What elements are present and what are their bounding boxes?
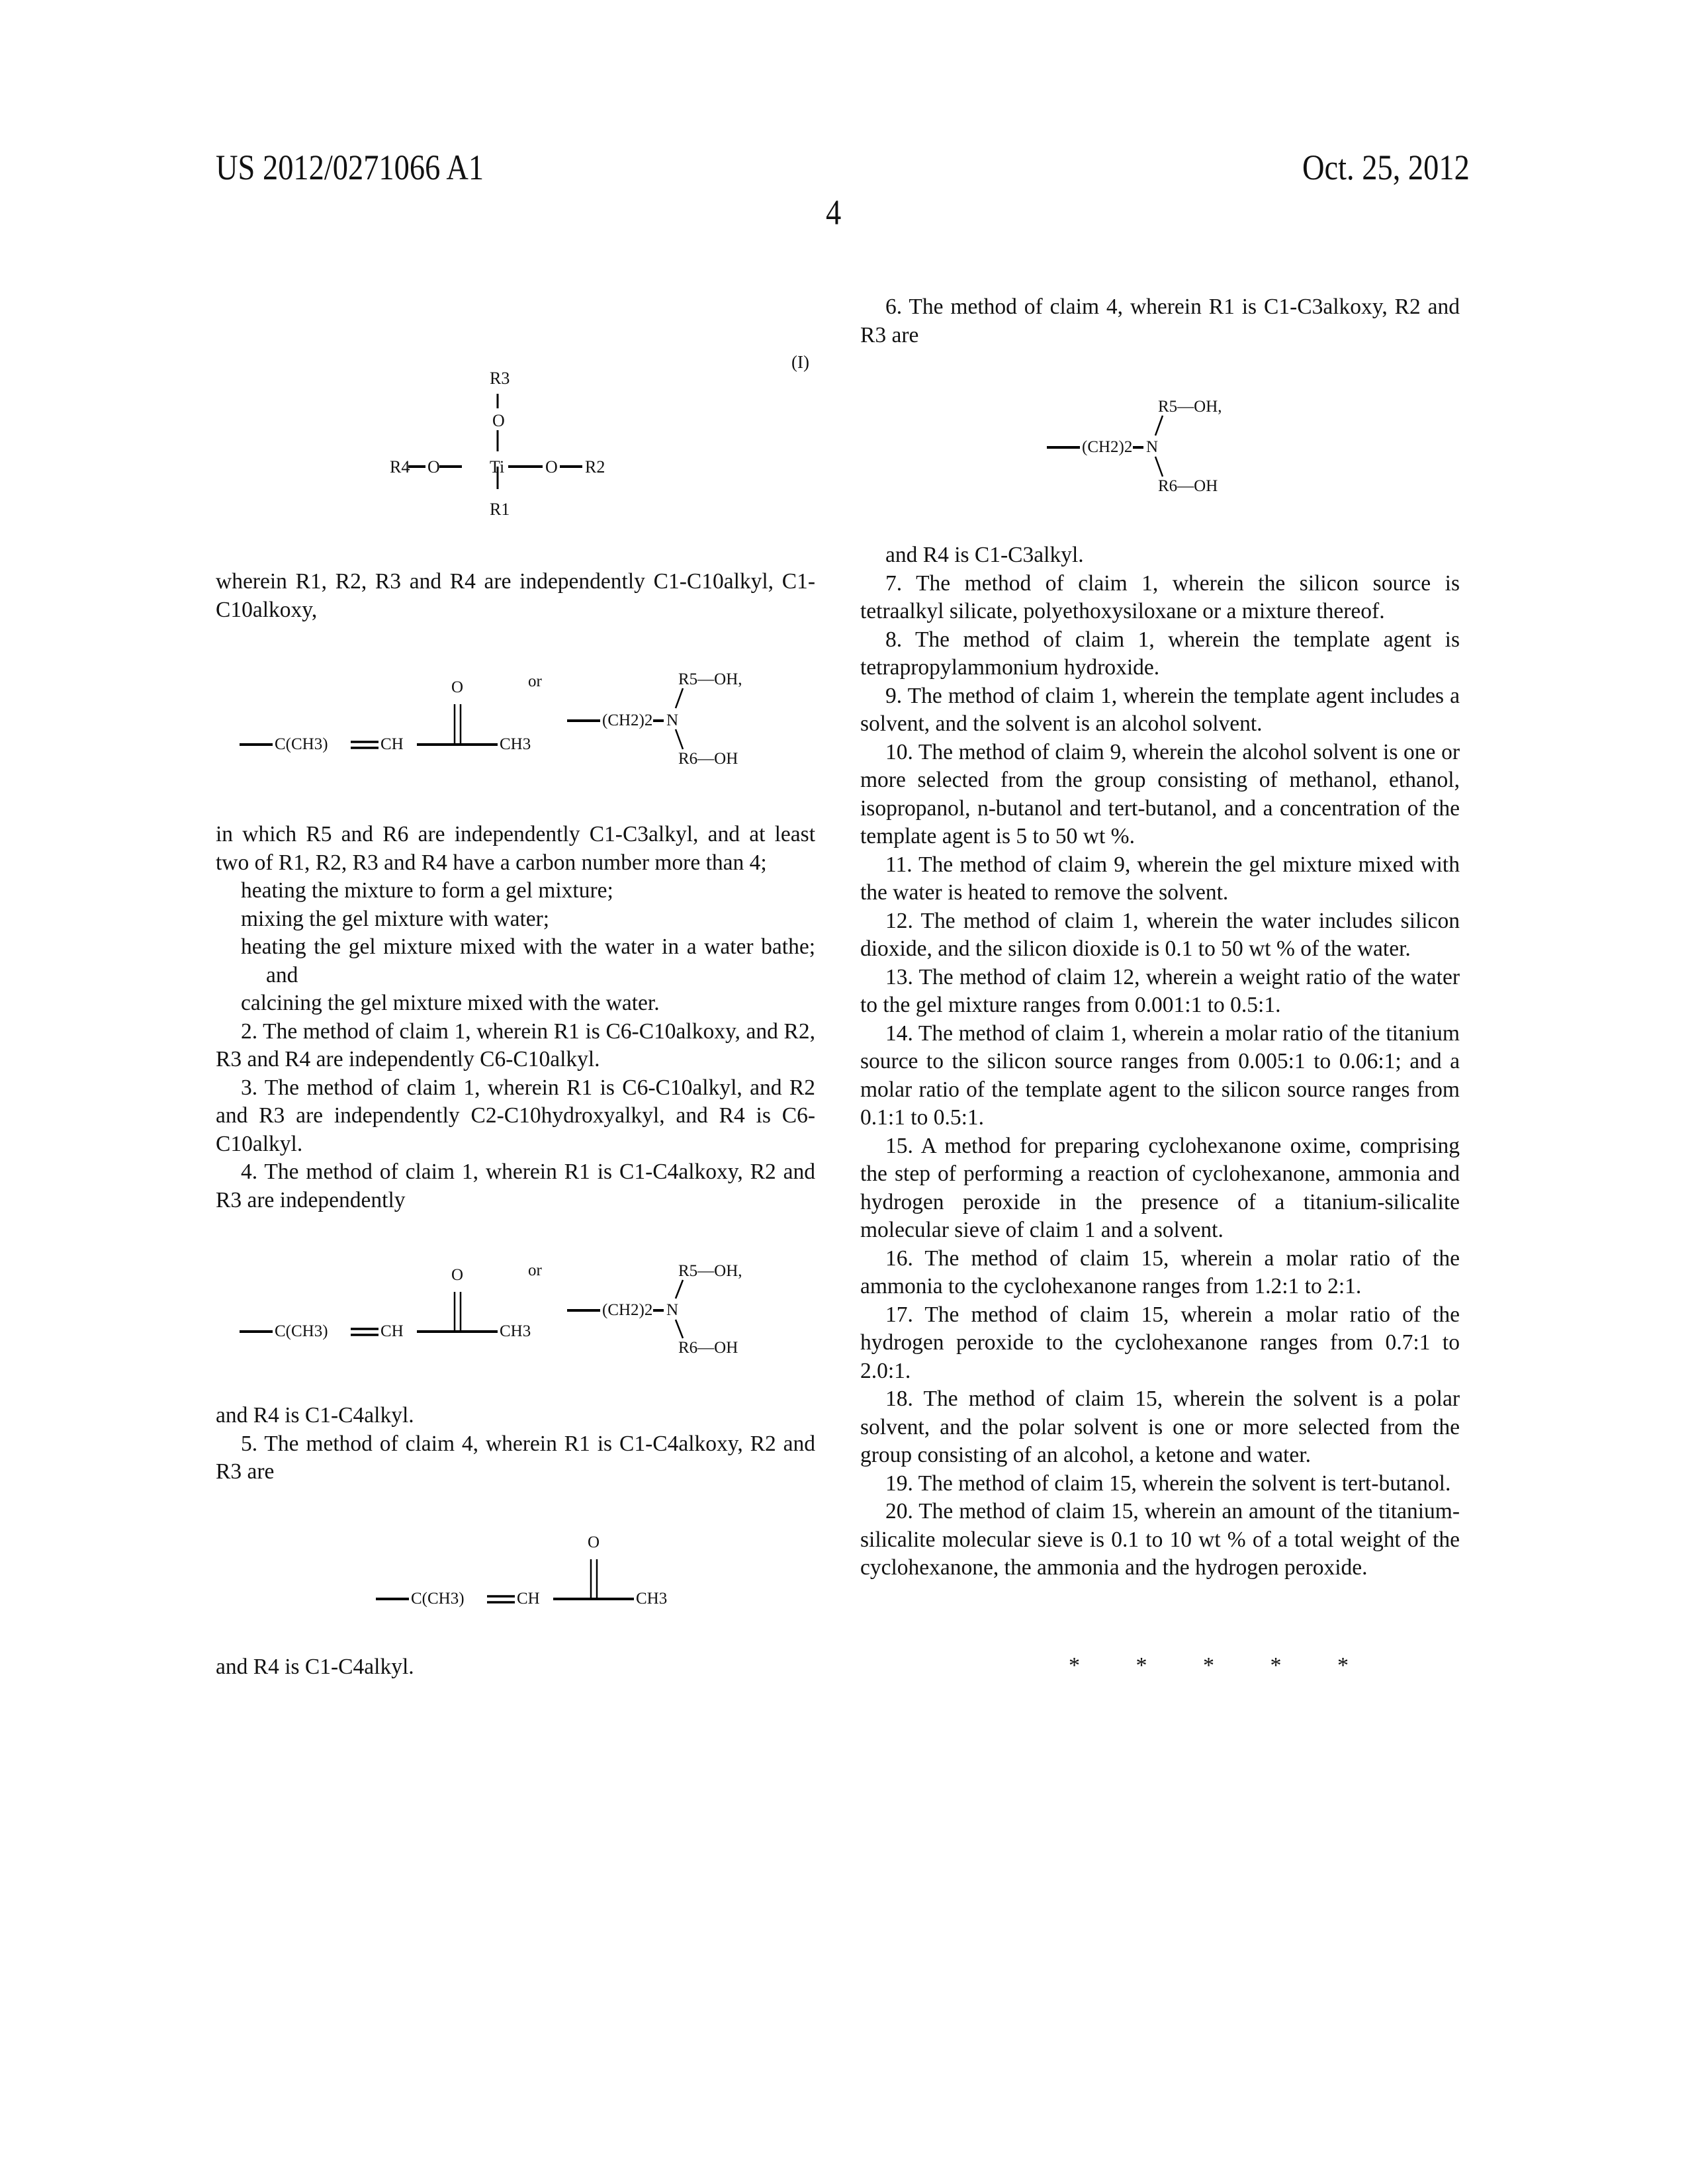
amine-ch2: (CH2)2 xyxy=(602,712,652,729)
claim-19: 19. The method of claim 15, wherein the solvent is tert-butanol. xyxy=(860,1470,1460,1498)
amine-r5oh: R5—OH, xyxy=(678,671,742,688)
claim-16: 16. The method of claim 15, wherein a molar ratio of the ammonia to the cyclohexanone ranges from 1.2:1 to 2:1. xyxy=(860,1245,1460,1301)
enone-ch: CH xyxy=(517,1590,540,1607)
claim-7: 7. The method of claim 1, wherein the silicon source is tetraalkyl silicate, polyethoxysiloxane or a mixture thereof. xyxy=(860,570,1460,626)
page-number: 4 xyxy=(826,195,841,230)
claim-12: 12. The method of claim 1, wherein the water includes silicon dioxide, and the silicon dioxide is 0.1 to 50 wt % of the water. xyxy=(860,907,1460,964)
claims-7-20 xyxy=(860,541,1460,1582)
enone-ch3: CH3 xyxy=(500,736,531,752)
enone-ch: CH xyxy=(380,736,404,752)
amine-r6oh: R6—OH xyxy=(678,1340,738,1356)
claim-8: 8. The method of claim 1, wherein the template agent is tetrapropylammonium hydroxide. xyxy=(860,626,1460,682)
amine-ch2: (CH2)2 xyxy=(602,1302,652,1318)
claim-3: 3. The method of claim 1, wherein R1 is C6-C10alkyl, and R2 and R3 are independently C2-C10hydroxyalkyl, and R4 is C6-C10alkyl. xyxy=(216,1074,815,1159)
claim-20: 20. The method of claim 15, wherein an amount of the titanium-silicalite molecular sieve is 0.1 to 10 wt % of a total weight of the cyclohexanone, the ammonia and the hydrogen peroxide. xyxy=(860,1498,1460,1582)
atom-r3: R3 xyxy=(490,369,510,388)
amine-r6oh: R6—OH xyxy=(1158,478,1218,494)
amine-r5oh: R5—OH, xyxy=(678,1263,742,1279)
wherein-text: wherein R1, R2, R3 and R4 are independently C1-C10alkyl, C1-C10alkoxy, xyxy=(216,568,815,624)
or-label-1: or xyxy=(528,672,542,691)
wherein-clause xyxy=(216,568,815,624)
step-water-bath: heating the gel mixture mixed with the water in a water bathe; and xyxy=(216,933,815,989)
amine-n: N xyxy=(666,712,678,729)
claim-4: 4. The method of claim 1, wherein R1 is C1-C4alkoxy, R2 and R3 are independently xyxy=(216,1158,815,1214)
amine-n: N xyxy=(1146,439,1158,455)
formula-label: (I) xyxy=(791,352,809,373)
enone-ch3: CH3 xyxy=(636,1590,667,1607)
enone-o: O xyxy=(588,1534,600,1551)
claim-4-tail: and R4 is C1-C4alkyl. xyxy=(216,1402,815,1430)
atom-r1: R1 xyxy=(490,500,510,520)
enone-lead: C(CH3) xyxy=(275,1323,328,1340)
end-of-claims-marks: * * * * * xyxy=(1069,1653,1374,1678)
step-calcining: calcining the gel mixture mixed with the water. xyxy=(216,989,815,1018)
step-heating: heating the mixture to form a gel mixture; xyxy=(216,877,815,905)
publication-number: US 2012/0271066 A1 xyxy=(216,150,484,185)
formula-I-structure xyxy=(390,367,629,526)
claim-6-tail: and R4 is C1-C3alkyl. xyxy=(860,541,1460,570)
claim-5: 5. The method of claim 4, wherein R1 is C1-C4alkoxy, R2 and R3 are xyxy=(216,1430,815,1486)
claim-18: 18. The method of claim 15, wherein the solvent is a polar solvent, and the polar solvent is one or more selected from the group consisting of an alcohol, a ketone and water. xyxy=(860,1385,1460,1470)
enone-lead: C(CH3) xyxy=(411,1590,465,1607)
atom-o-left: O xyxy=(427,457,440,477)
claim-9: 9. The method of claim 1, wherein the template agent includes a solvent, and the solvent is an alcohol solvent. xyxy=(860,682,1460,739)
atom-o-top: O xyxy=(492,411,505,431)
claim-10: 10. The method of claim 9, wherein the alcohol solvent is one or more selected from the group consisting of methanol, ethanol, isopropanol, n-butanol and tert-butanol, and a concentration of the template agent is 5 to 50 wt %. xyxy=(860,739,1460,851)
claim-6-block xyxy=(860,293,1460,349)
claim-5-end xyxy=(216,1653,815,1682)
claim-6: 6. The method of claim 4, wherein R1 is C1-C3alkoxy, R2 and R3 are xyxy=(860,293,1460,349)
amine-ch2: (CH2)2 xyxy=(1082,439,1132,455)
enone-ch: CH xyxy=(380,1323,404,1340)
claim-14: 14. The method of claim 1, wherein a molar ratio of the titanium source to the silicon source ranges from 0.005:1 to 0.06:1; and a molar ratio of the template agent to the silicon source ranges from 0.1:1 to 0.5:1. xyxy=(860,1020,1460,1132)
atom-r4: R4 xyxy=(390,457,410,477)
atom-r2: R2 xyxy=(585,457,605,477)
atom-ti: Ti xyxy=(490,457,504,477)
publication-date: Oct. 25, 2012 xyxy=(1302,150,1470,185)
claim-5-tail: and R4 is C1-C4alkyl. xyxy=(216,1653,815,1682)
claim-11: 11. The method of claim 9, wherein the gel mixture mixed with the water is heated to remove the solvent. xyxy=(860,851,1460,907)
steps-block xyxy=(216,821,815,1214)
in-which-text: in which R5 and R6 are independently C1-C3alkyl, and at least two of R1, R2, R3 and R4 have a carbon number more than 4; xyxy=(216,821,815,877)
claim-13: 13. The method of claim 12, wherein a weight ratio of the water to the gel mixture ranges from 0.001:1 to 0.5:1. xyxy=(860,964,1460,1020)
claim-4-end xyxy=(216,1402,815,1486)
enone-o: O xyxy=(451,1267,463,1283)
amine-n: N xyxy=(666,1302,678,1318)
claim-2: 2. The method of claim 1, wherein R1 is C6-C10alkoxy, and R2, R3 and R4 are independently C6-C10alkyl. xyxy=(216,1018,815,1074)
amine-r6oh: R6—OH xyxy=(678,751,738,767)
enone-bonds-3 xyxy=(375,1542,692,1621)
amine-r5oh: R5—OH, xyxy=(1158,398,1222,415)
enone-ch3: CH3 xyxy=(500,1323,531,1340)
claim-15: 15. A method for preparing cyclohexanone oxime, comprising the step of performing a reaction of cyclohexanone, ammonia and hydrogen peroxide in the presence of a titanium-silicalite molecular sieve of claim 1 and a solvent. xyxy=(860,1132,1460,1245)
claim-17: 17. The method of claim 15, wherein a molar ratio of the hydrogen peroxide to the cyclohexanone ranges from 0.7:1 to 2.0:1. xyxy=(860,1301,1460,1386)
atom-o-right: O xyxy=(545,457,558,477)
enone-lead: C(CH3) xyxy=(275,736,328,752)
step-mixing: mixing the gel mixture with water; xyxy=(216,905,815,934)
enone-o: O xyxy=(451,679,463,696)
or-label-2: or xyxy=(528,1261,542,1280)
